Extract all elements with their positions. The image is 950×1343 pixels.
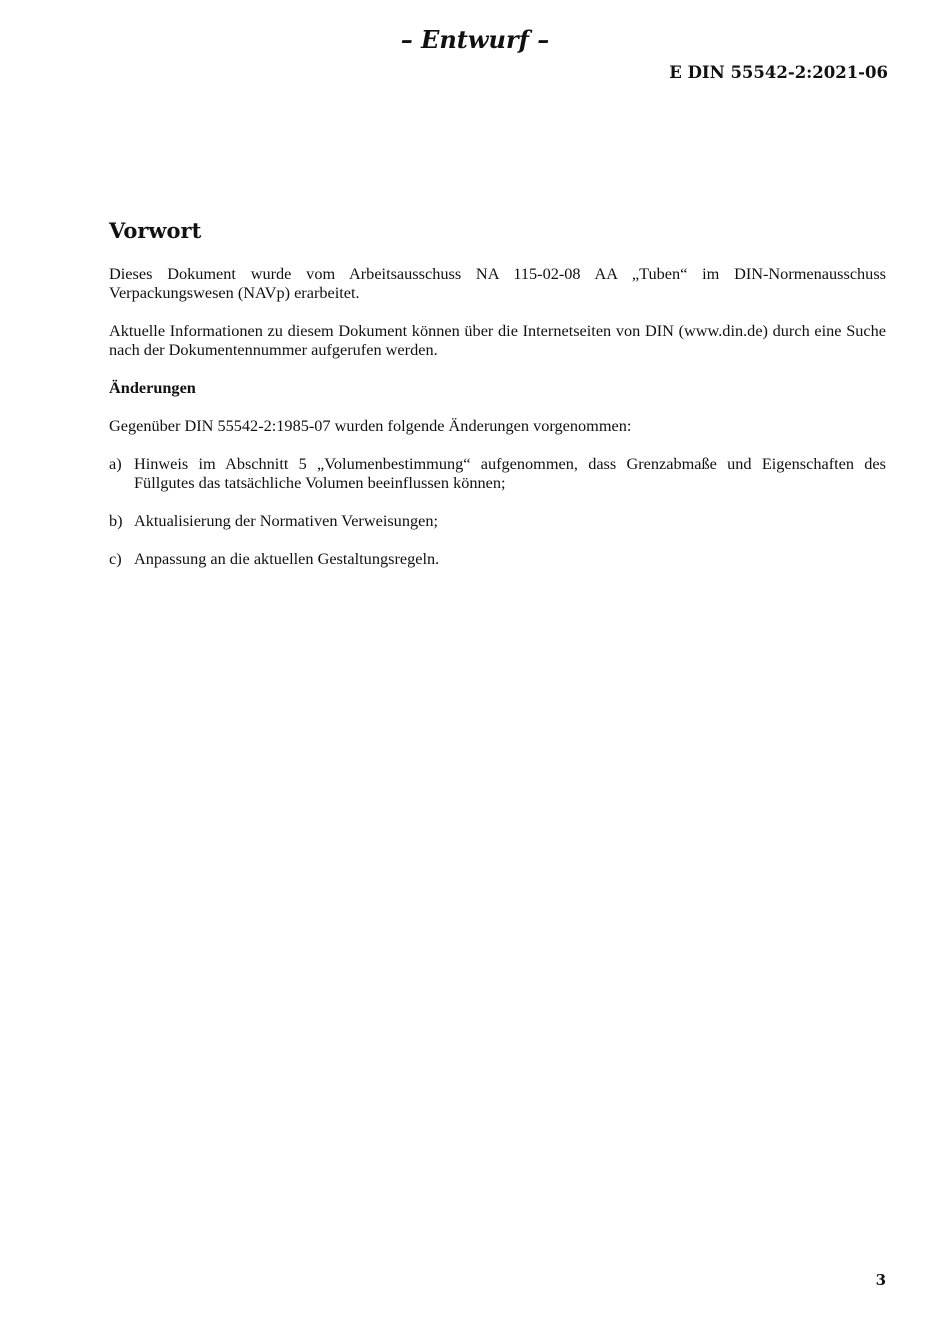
page-number: 3 xyxy=(875,1271,886,1289)
section-title: Vorwort xyxy=(109,218,202,243)
document-identifier: E DIN 55542-2:2021-06 xyxy=(669,63,888,82)
list-item-text: Aktualisierung der Normativen Verweisungen; xyxy=(134,511,438,530)
changes-list xyxy=(109,454,886,568)
changes-intro: Gegenüber DIN 55542-2:1985-07 wurden folgende Änderungen vorgenommen: xyxy=(109,416,632,435)
draft-watermark-title: – Entwurf – xyxy=(400,25,550,54)
list-item xyxy=(109,549,886,568)
foreword-section xyxy=(109,216,886,587)
list-item-text: Hinweis im Abschnitt 5 „Volumenbestimmung“ aufgenommen, dass Grenzabmaße und Eigenschaften des Füllgutes das tatsächliche Volumen beeinflussen können; xyxy=(134,454,886,492)
paragraph-committee: Dieses Dokument wurde vom Arbeitsausschuss NA 115-02-08 AA „Tuben“ im DIN-Normenausschuss Verpackungswesen (NAVp) erarbeitet. xyxy=(109,264,886,302)
paragraph-information: Aktuelle Informationen zu diesem Dokument können über die Internetseiten von DIN (www.din.de) durch eine Suche nach der Dokumentennummer aufgerufen werden. xyxy=(109,321,886,359)
list-item xyxy=(109,511,886,530)
list-item xyxy=(109,454,886,492)
list-item-text: Anpassung an die aktuellen Gestaltungsregeln. xyxy=(134,549,440,568)
changes-heading: Änderungen xyxy=(109,378,196,397)
list-marker: c) xyxy=(109,549,122,568)
list-marker: b) xyxy=(109,511,123,530)
list-marker: a) xyxy=(109,454,122,473)
